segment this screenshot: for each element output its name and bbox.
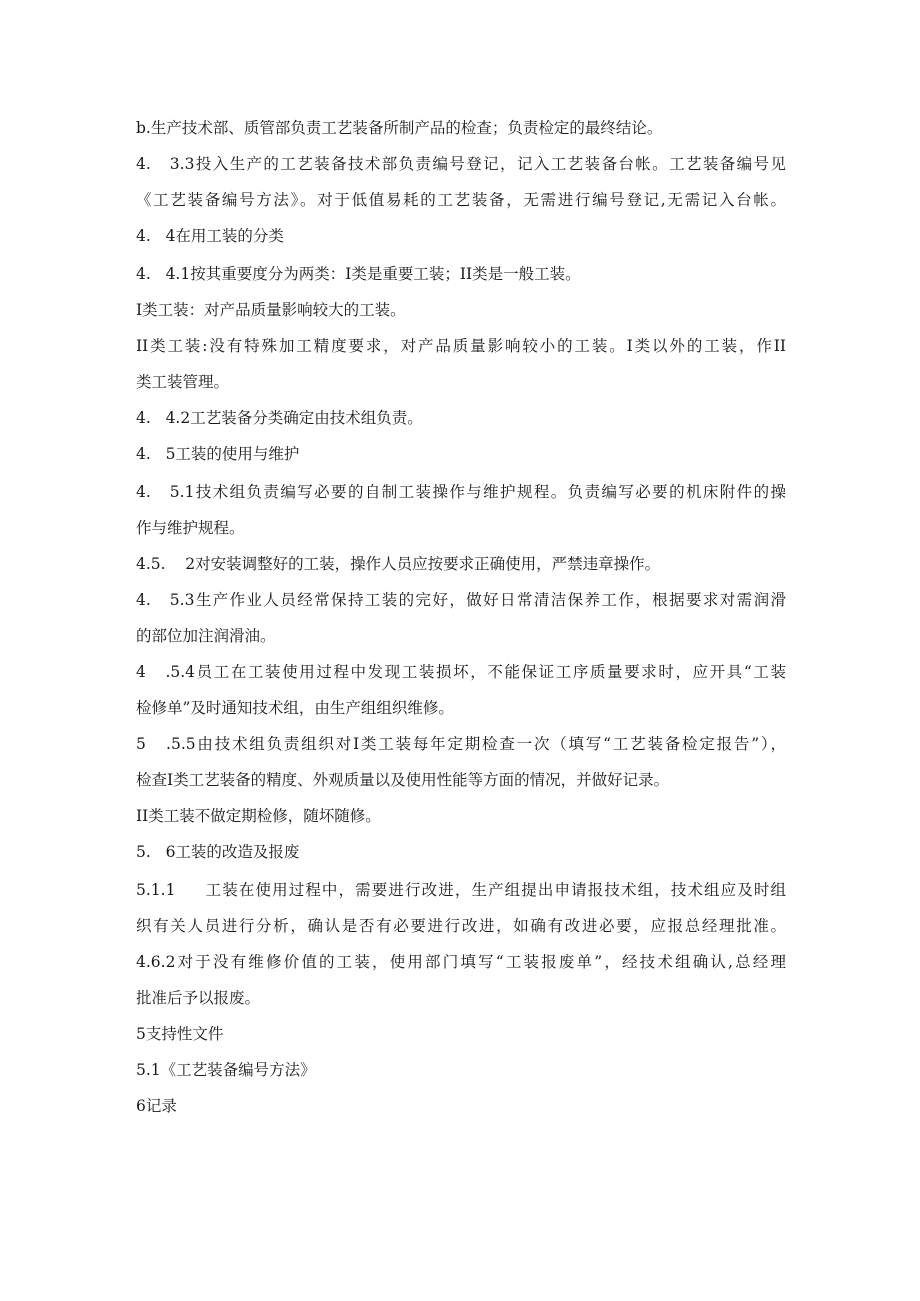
text-line: 织有关人员进行分析，确认是否有必要进行改进，如确有改进必要，应报总经理批准。 xyxy=(136,917,786,935)
section-heading: 4. 5工装的使用与维护 xyxy=(136,445,300,463)
text-line: 检查I类工艺装备的精度、外观质量以及使用性能等方面的情况，并做好记录。 xyxy=(136,771,670,789)
text-line: 《工艺装备编号方法》。对于低值易耗的工艺装备，无需进行编号登记,无需记入台帐。 xyxy=(136,191,786,209)
text-line: 4. 4.1按其重要度分为两类：I类是重要工装；II类是一般工装。 xyxy=(136,265,581,283)
text-line: 4. 5.3生产作业人员经常保持工装的完好，做好日常清洁保养工作，根据要求对需润滑 xyxy=(136,591,786,609)
section-heading: 4. 4在用工装的分类 xyxy=(136,227,284,245)
text-line: 4. 3.3投入生产的工艺装备技术部负责编号登记，记入工艺装备台帐。工艺装备编号见 xyxy=(136,155,786,173)
text-line: 检修单”及时通知技术组，由生产组组织维修。 xyxy=(136,699,454,717)
text-line: 5.1.1 工装在使用过程中，需要进行改进，生产组提出申请报技术组，技术组应及时组 xyxy=(136,881,786,899)
section-heading: 5支持性文件 xyxy=(136,1025,224,1043)
text-line: 5.1《工艺装备编号方法》 xyxy=(136,1061,316,1079)
text-line: I类工装：对产品质量影响较大的工装。 xyxy=(136,301,406,319)
section-heading: 5. 6工装的改造及报废 xyxy=(136,843,300,861)
text-line: 4 .5.4员工在工装使用过程中发现工装损坏，不能保证工序质量要求时，应开具“工装 xyxy=(136,663,786,681)
text-line: II类工装不做定期检修，随坏随修。 xyxy=(136,807,381,825)
text-line: 5 .5.5由技术组负责组织对I类工装每年定期检查一次（填写“工艺装备检定报告”）， xyxy=(136,735,786,753)
text-line: II类工装:没有特殊加工精度要求，对产品质量影响较小的工装。I类以外的工装，作II xyxy=(136,337,786,355)
text-line: 类工装管理。 xyxy=(136,373,230,391)
text-line: 批准后予以报废。 xyxy=(136,989,261,1007)
document-body xyxy=(136,110,786,1124)
section-heading: 6记录 xyxy=(136,1097,177,1115)
text-line: 4. 5.1技术组负责编写必要的自制工装操作与维护规程。负责编写必要的机床附件的操 xyxy=(136,483,786,501)
text-line: 作与维护规程。 xyxy=(136,519,245,537)
text-line: b.生产技术部、质管部负责工艺装备所制产品的检查；负责检定的最终结论。 xyxy=(136,119,663,137)
text-line: 4.6.2对于没有维修价值的工装，使用部门填写“工装报废单”，经技术组确认,总经理 xyxy=(136,953,786,971)
text-line: 4. 4.2工艺装备分类确定由技术组负责。 xyxy=(136,409,423,427)
text-line: 的部位加注润滑油。 xyxy=(136,627,276,645)
text-line: 4.5. 2对安装调整好的工装，操作人员应按要求正确使用，严禁违章操作。 xyxy=(136,555,661,573)
